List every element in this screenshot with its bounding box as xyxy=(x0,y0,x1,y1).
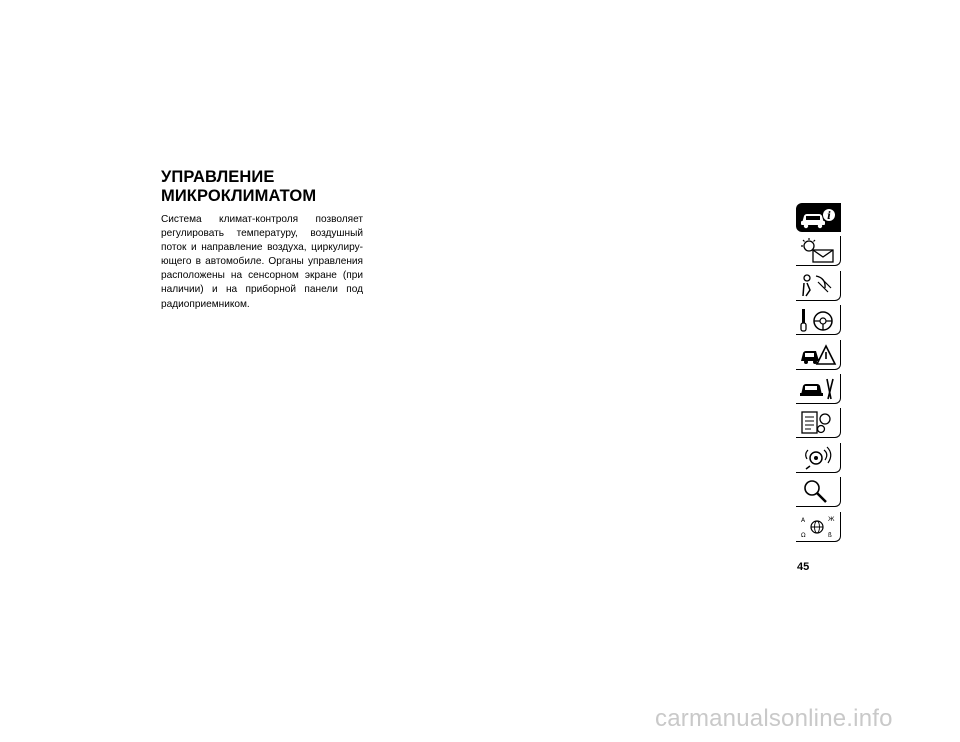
tab-safety[interactable] xyxy=(796,271,841,301)
multimedia-icon xyxy=(798,444,838,471)
section-title xyxy=(161,168,381,206)
tab-service[interactable] xyxy=(796,374,841,404)
svg-text:Ω: Ω xyxy=(801,531,806,539)
tab-warning-lights[interactable] xyxy=(796,236,841,266)
tab-technical-data[interactable] xyxy=(796,408,841,438)
page-number: 45 xyxy=(797,561,810,573)
tab-driving[interactable] xyxy=(796,305,841,335)
car-service-icon xyxy=(798,375,838,402)
airbag-safety-icon xyxy=(798,272,838,299)
tab-car-info[interactable] xyxy=(796,203,841,232)
svg-text:i: i xyxy=(827,211,831,222)
svg-text:Ж: Ж xyxy=(828,515,835,523)
tab-multimedia[interactable] xyxy=(796,443,841,473)
svg-text:ß: ß xyxy=(828,531,832,539)
section-title-line-2: МИКРОКЛИМАТОМ xyxy=(161,187,317,205)
car-info-icon xyxy=(798,204,838,231)
tab-index[interactable] xyxy=(796,477,841,507)
tab-emergency[interactable] xyxy=(796,340,841,370)
chapter-tabs xyxy=(796,203,842,546)
language-icon xyxy=(798,513,838,540)
svg-text:A: A xyxy=(801,516,806,524)
watermark: carmanualsonline.info xyxy=(655,705,893,732)
section-body-text: Система климат-контроля позволяет регулировать температуру, воздушный поток и направление воздуха, циркулиру-ющего в автомобиле. Органы управления расположены на сенсорном экране (при наличии) и на приборной панели под радиоприемником. xyxy=(161,214,363,310)
warning-light-message-icon xyxy=(798,237,838,264)
car-emergency-icon xyxy=(798,341,838,368)
technical-data-icon xyxy=(798,409,838,436)
tab-languages[interactable] xyxy=(796,512,841,542)
starting-driving-icon xyxy=(798,306,838,333)
section-title-line-1: УПРАВЛЕНИЕ xyxy=(161,168,275,186)
index-search-icon xyxy=(798,478,838,505)
